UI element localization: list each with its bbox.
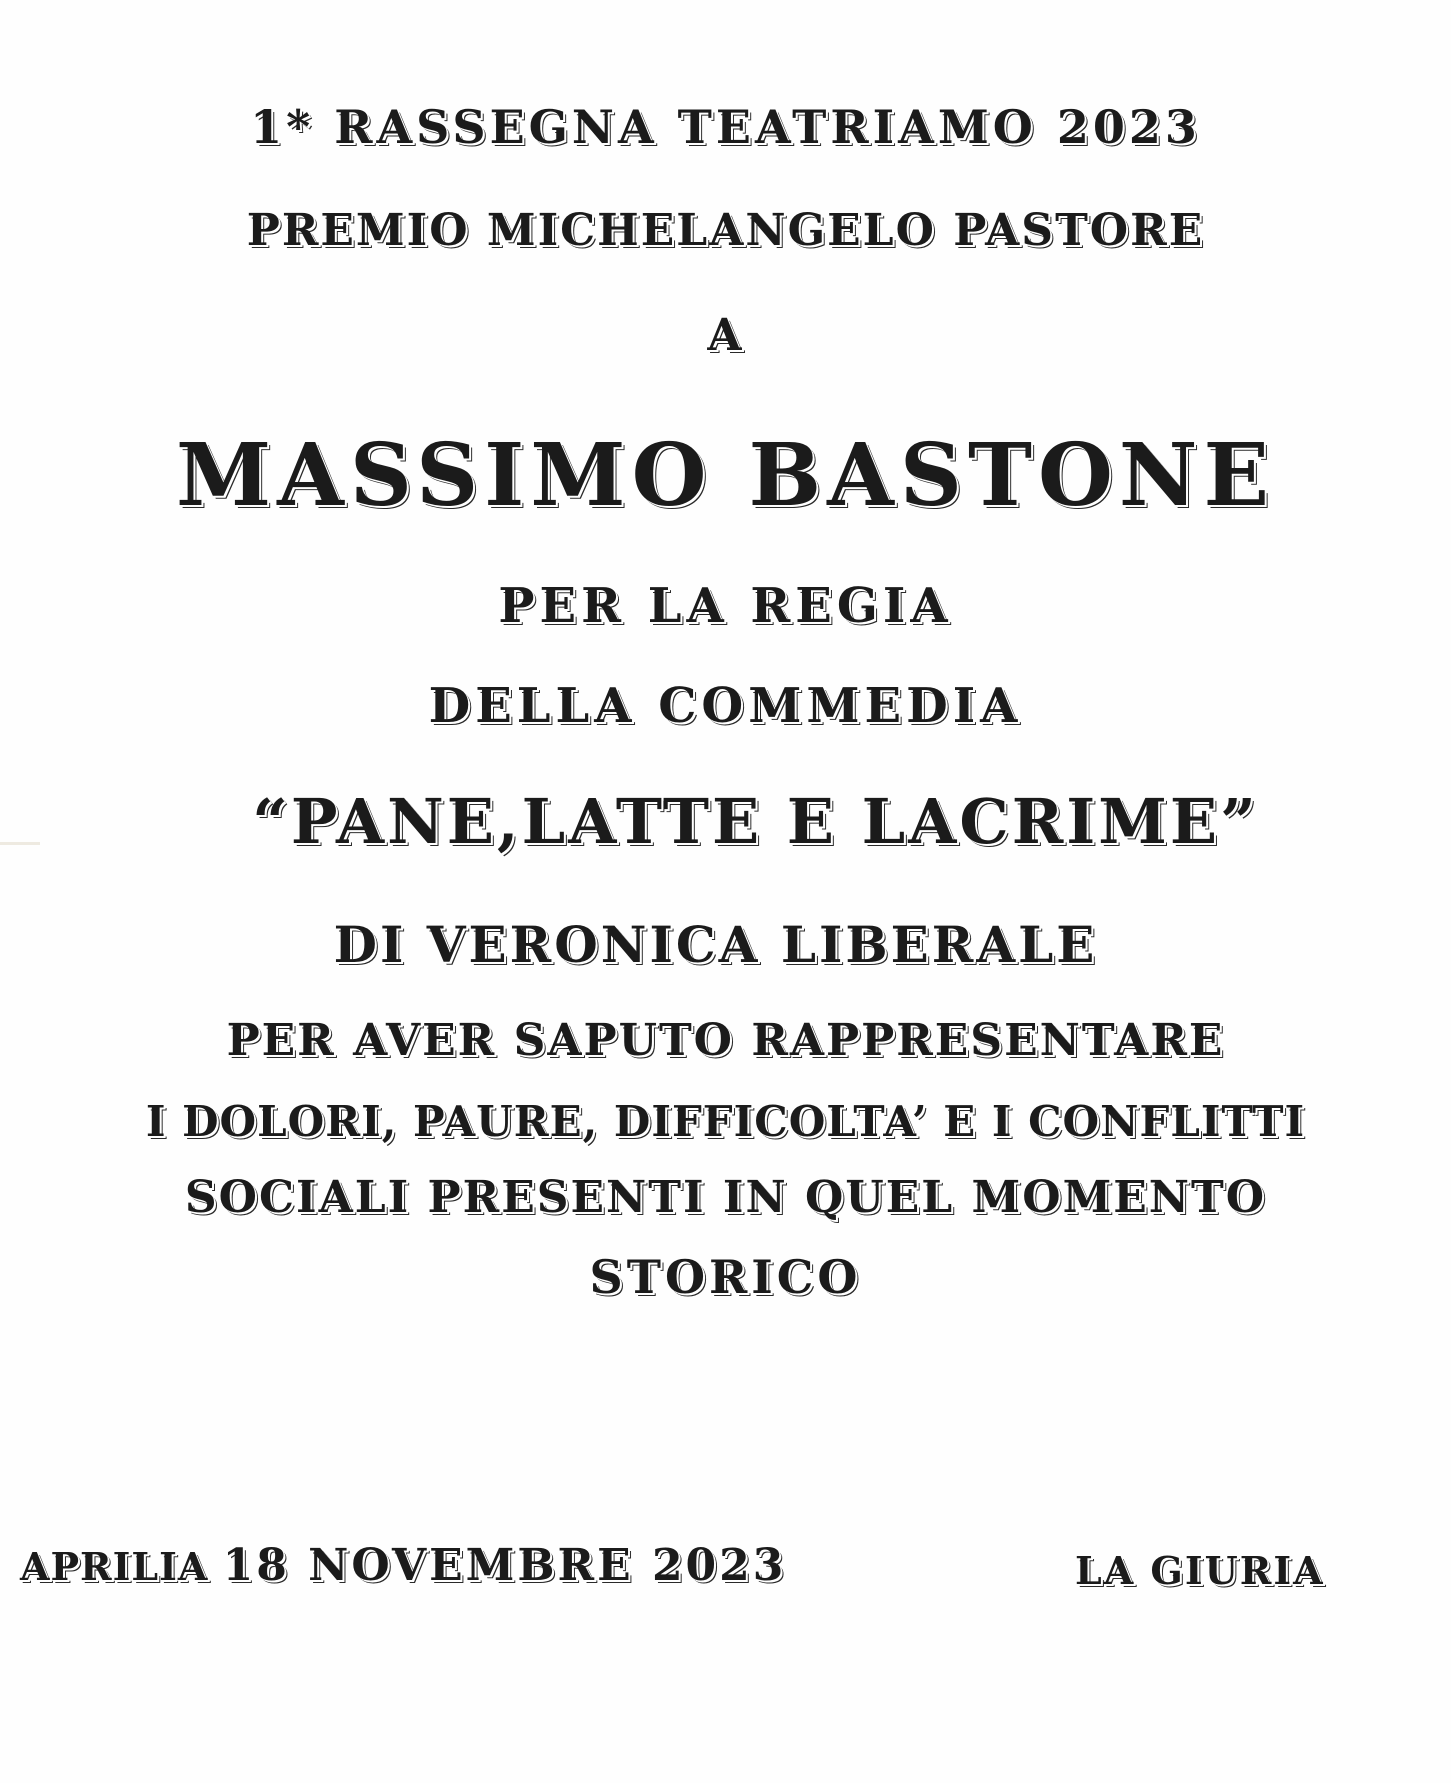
award-to: A	[707, 310, 744, 361]
place-and-date	[20, 1540, 786, 1591]
motivation-line-4: STORICO	[589, 1250, 862, 1304]
play-title: “PANE,LATTE E LACRIME”	[252, 785, 1259, 858]
play-author: DI VERONICA LIBERALE	[333, 915, 1098, 974]
motivation-line-1: PER AVER SAPUTO RAPPRESENTARE	[226, 1015, 1225, 1066]
award-name: PREMIO MICHELANGELO PASTORE	[246, 205, 1205, 256]
date: 18 NOVEMBRE 2023	[222, 1540, 787, 1591]
award-reason-line-1: PER LA REGIA	[498, 578, 953, 634]
signature: LA GIURIA	[1075, 1548, 1325, 1593]
place: APRILIA	[20, 1544, 209, 1589]
award-reason-line-2: DELLA COMMEDIA	[428, 678, 1023, 734]
event-title: 1* RASSEGNA TEATRIAMO 2023	[250, 100, 1201, 154]
motivation-line-2: I DOLORI, PAURE, DIFFICOLTA’ E I CONFLITTI	[145, 1097, 1306, 1146]
motivation-line-3: SOCIALI PRESENTI IN QUEL MOMENTO	[184, 1172, 1267, 1223]
recipient-name: MASSIMO BASTONE	[175, 425, 1276, 526]
